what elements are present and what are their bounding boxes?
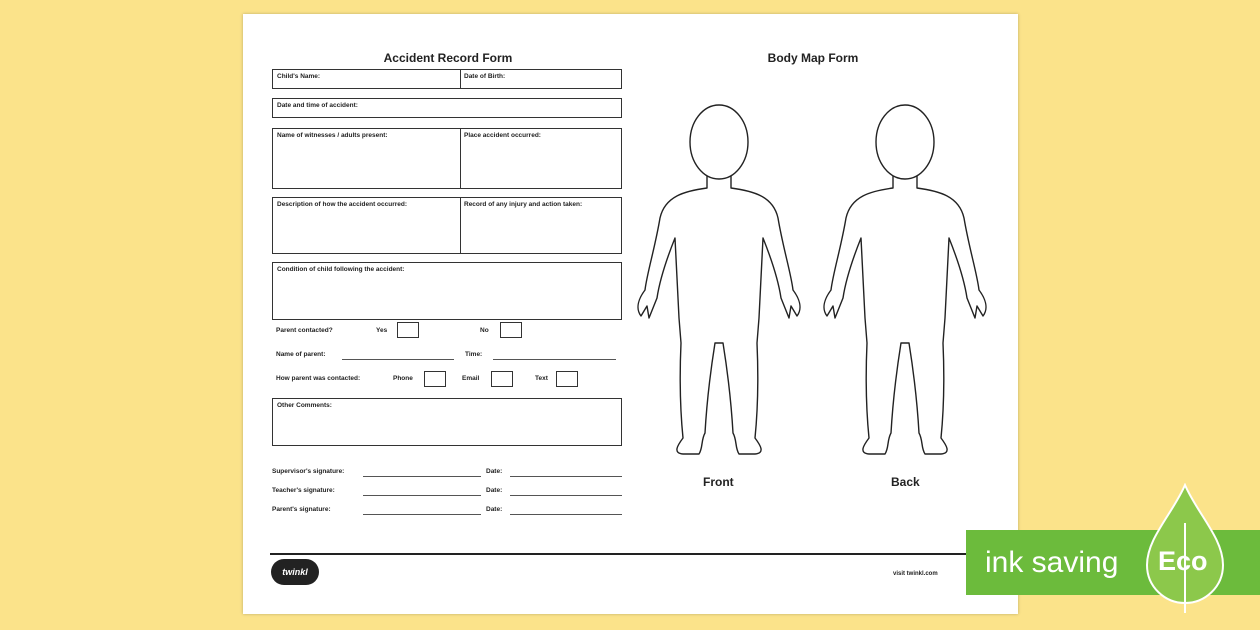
parent-signature-line — [363, 514, 481, 515]
supervisor-date-line — [510, 476, 622, 477]
date-of-birth-label: Date of Birth: — [464, 73, 506, 80]
cell-divider — [460, 198, 461, 253]
teacher-signature-label: Teacher's signature: — [272, 487, 335, 494]
other-comments-field — [272, 398, 622, 446]
form-title: Accident Record Form — [383, 51, 513, 65]
no-checkbox — [500, 322, 522, 338]
supervisor-signature-label: Supervisor's signature: — [272, 468, 345, 475]
phone-label: Phone — [393, 375, 413, 382]
teacher-date-label: Date: — [486, 487, 503, 494]
email-label: Email — [462, 375, 480, 382]
footer-divider — [270, 553, 993, 555]
parent-date-line — [510, 514, 622, 515]
worksheet-page — [243, 14, 1018, 614]
condition-field — [272, 262, 622, 320]
cell-divider — [460, 129, 461, 188]
witnesses-place-row — [272, 128, 622, 189]
eco-badge-label: Eco — [1158, 546, 1208, 576]
place-label: Place accident occurred: — [464, 132, 541, 139]
description-injury-row — [272, 197, 622, 254]
email-checkbox — [491, 371, 513, 387]
visit-website-text: visit twinkl.com — [893, 571, 938, 577]
yes-label: Yes — [376, 327, 388, 334]
text-label: Text — [535, 375, 548, 382]
parent-date-label: Date: — [486, 506, 503, 513]
how-contacted-label: How parent was contacted: — [276, 375, 361, 382]
body-front-figure — [635, 98, 803, 458]
ink-saving-label: ink saving — [985, 546, 1119, 579]
name-of-parent-label: Name of parent: — [276, 351, 326, 358]
date-time-field — [272, 98, 622, 118]
childs-name-label: Child's Name: — [277, 73, 321, 80]
time-label: Time: — [465, 351, 483, 358]
description-label: Description of how the accident occurred: — [277, 201, 408, 208]
back-caption: Back — [891, 475, 920, 489]
name-of-parent-line — [342, 359, 454, 360]
injury-record-label: Record of any injury and action taken: — [464, 201, 583, 208]
parent-signature-label: Parent's signature: — [272, 506, 331, 513]
other-comments-label: Other Comments: — [277, 402, 332, 409]
supervisor-date-label: Date: — [486, 468, 503, 475]
no-label: No — [480, 327, 489, 334]
twinkl-logo: twinkl — [271, 559, 319, 585]
teacher-signature-line — [363, 495, 481, 496]
condition-label: Condition of child following the accident: — [277, 266, 405, 273]
phone-checkbox — [424, 371, 446, 387]
witnesses-label: Name of witnesses / adults present: — [277, 132, 388, 139]
front-caption: Front — [703, 475, 734, 489]
teacher-date-line — [510, 495, 622, 496]
body-map-title: Body Map Form — [767, 51, 859, 65]
body-back-figure — [821, 98, 989, 458]
supervisor-signature-line — [363, 476, 481, 477]
text-checkbox — [556, 371, 578, 387]
yes-checkbox — [397, 322, 419, 338]
time-line — [493, 359, 616, 360]
child-info-row — [272, 69, 622, 89]
cell-divider — [460, 70, 461, 88]
date-time-label: Date and time of accident: — [277, 102, 358, 109]
parent-contacted-label: Parent contacted? — [276, 327, 333, 334]
